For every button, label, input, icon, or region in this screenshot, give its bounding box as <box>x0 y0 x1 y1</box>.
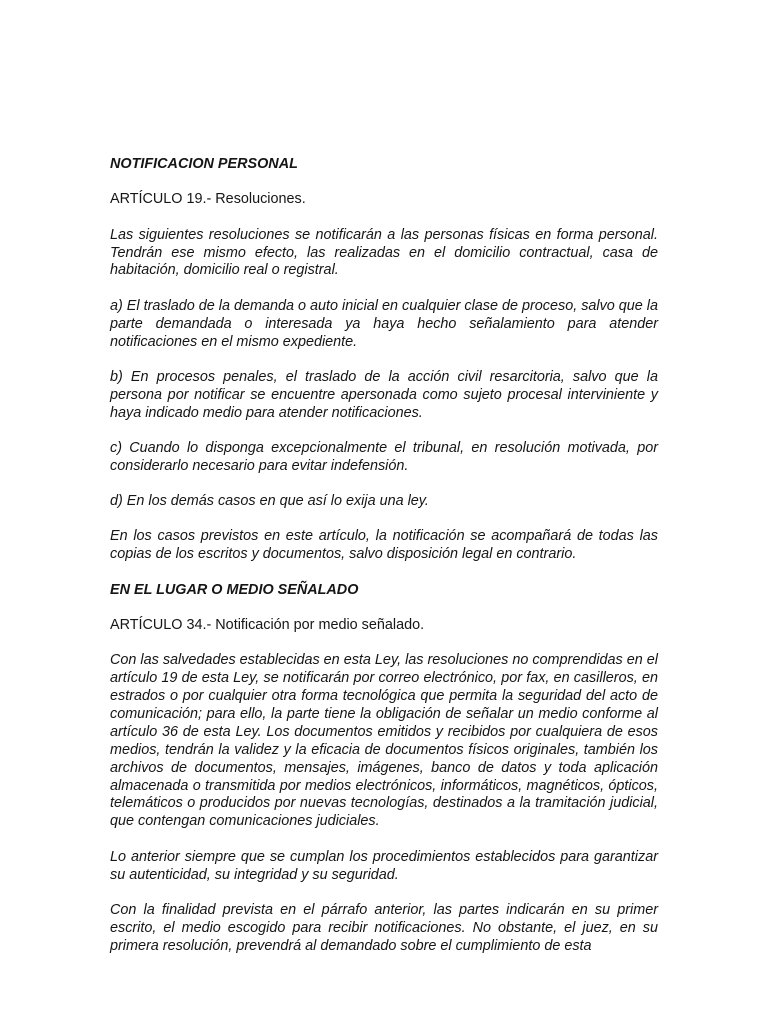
section-heading: EN EL LUGAR O MEDIO SEÑALADO <box>110 581 359 598</box>
article-title: ARTÍCULO 19.- Resoluciones. <box>110 191 306 208</box>
document-body <box>110 156 658 973</box>
paragraph: Con las salvedades establecidas en esta Ley, las resoluciones no comprendidas en el artículo 19 de esta Ley, se notificarán por correo electrónico, por fax, en casilleros, en estrados o por cualquier otra forma tecnológica que permita la seguridad del acto de comunicación; para ello, la parte tiene la obligación de señalar un medio conforme al artículo 36 de esta Ley. Los documentos emitidos y recibidos por cualquiera de esos medios, tendrán la validez y la eficacia de documentos físicos originales, también los archivos de documentos, mensajes, imágenes, banco de datos y toda aplicación almacenada o transmitida por medios electrónicos, informáticos, magnéticos, ópticos, telemáticos o producidos por nuevas tecnologías, destinados a la tramitación judicial, que contengan comunicaciones judiciales. <box>110 652 658 830</box>
paragraph: En los casos previstos en este artículo, la notificación se acompañará de todas las copias de los escritos y documentos, salvo disposición legal en contrario. <box>110 528 658 563</box>
section-heading: NOTIFICACION PERSONAL <box>110 156 298 172</box>
list-item: a) El traslado de la demanda o auto inicial en cualquier clase de proceso, salvo que la parte demandada o interesada ya haya hecho señalamiento para atender notificaciones en el mismo expediente. <box>110 297 658 350</box>
article-title: ARTÍCULO 34.- Notificación por medio señalado. <box>110 616 425 633</box>
paragraph: Las siguientes resoluciones se notificarán a las personas físicas en forma personal. Tendrán ese mismo efecto, las realizadas en el domicilio contractual, casa de habitación, domicilio real o registral. <box>110 226 658 279</box>
list-item: d) En los demás casos en que así lo exija una ley. <box>110 493 429 510</box>
list-item: c) Cuando lo disponga excepcionalmente el tribunal, en resolución motivada, por considerarlo necesario para evitar indefensión. <box>110 439 658 474</box>
paragraph: Lo anterior siempre que se cumplan los procedimientos establecidos para garantizar su autenticidad, su integridad y su seguridad. <box>110 848 658 883</box>
list-item: b) En procesos penales, el traslado de la acción civil resarcitoria, salvo que la persona por notificar se encuentre apersonada como sujeto procesal interviniente y haya indicado medio para atender notificaciones. <box>110 368 658 421</box>
paragraph: Con la finalidad prevista en el párrafo anterior, las partes indicarán en su primer escrito, el medio escogido para recibir notificaciones. No obstante, el juez, en su primera resolución, prevendrá al demandado sobre el cumplimiento de esta <box>110 901 658 954</box>
